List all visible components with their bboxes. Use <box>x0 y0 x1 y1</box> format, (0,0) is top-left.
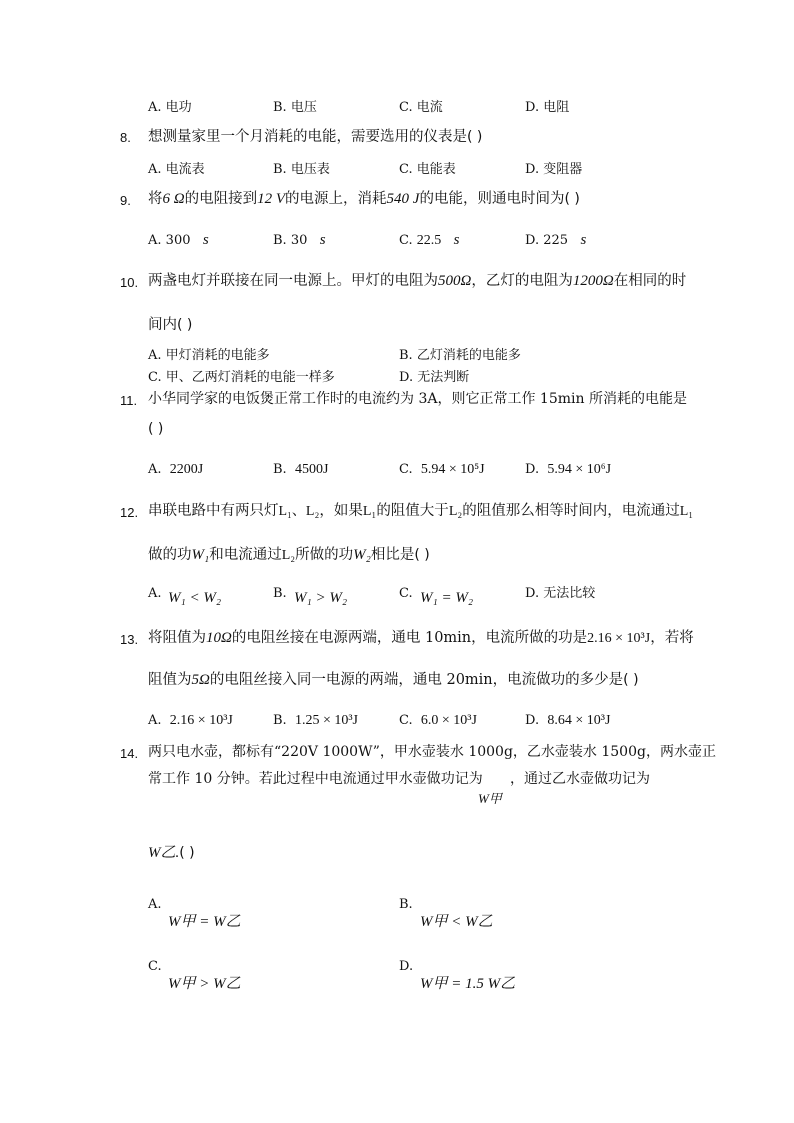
q8-number: 8. <box>120 130 131 145</box>
q13-work-1: 2.16 × 10³J <box>587 631 651 646</box>
q13-option-c-label: C. <box>399 713 413 728</box>
q13-text-1: 将阻值为 <box>148 630 206 646</box>
q10-option-a[interactable]: A. 甲灯消耗的电能多 <box>148 348 270 363</box>
q9-option-c[interactable] <box>399 230 460 251</box>
q11-option-b-value: 4500J <box>294 462 329 477</box>
q12-option-a-label[interactable]: A. <box>148 586 162 601</box>
q12-w1: W₁ <box>191 547 210 563</box>
q10-option-b[interactable]: B. 乙灯消耗的电能多 <box>399 348 521 363</box>
q11-option-b-label: B. <box>273 462 287 477</box>
q13-answer-blank[interactable]: ( ) <box>623 672 639 688</box>
q10-text-1: 两盏电灯并联接在同一电源上。甲灯的电阻为 <box>148 273 438 289</box>
q12-text-7: 所做的功 <box>295 547 354 563</box>
q14-w-yi: W乙. <box>148 845 180 861</box>
q12-lamps: L₁、L₂ <box>278 504 320 519</box>
q11-number: 11. <box>120 393 138 408</box>
q8-option-b[interactable]: B. 电压表 <box>273 162 330 177</box>
q9-option-a-value: 300 <box>165 233 191 248</box>
q12-lamp-1b: L₁ <box>679 504 694 519</box>
q11-option-a-label: A. <box>148 462 162 477</box>
q12-option-c-label[interactable]: C. <box>399 586 413 601</box>
q7-option-a[interactable]: A. 电功 <box>148 100 192 115</box>
q13-resistance-1: 10Ω <box>206 630 232 646</box>
q9-text-2: 的电阻接到 <box>184 191 258 207</box>
q14-text-line2-left: 常工作 10 分钟。若此过程中电流通过甲水壶做功记为 <box>148 771 483 787</box>
q9-option-d[interactable] <box>525 230 586 251</box>
q11-option-c-value: 5.94 × 10⁵J <box>420 462 485 477</box>
q10-text-3: 在相同的时 <box>613 273 687 289</box>
q9-option-b-unit: s <box>319 232 326 248</box>
q9-option-a-label: A. <box>148 233 162 248</box>
q8-option-d[interactable]: D. 变阻器 <box>525 162 583 177</box>
q10-resistance-yi: 1200Ω <box>572 273 614 289</box>
q13-text-5: 的电阻丝接入同一电源的两端，通电 20min，电流做功的多少是 <box>209 672 624 688</box>
q13-text-2: 的电阻丝接在电源两端，通电 10min，电流所做的功是 <box>231 630 588 646</box>
q13-text-3: ，若将 <box>650 630 694 646</box>
q14-option-d-value: W甲 = 1.5 W乙 <box>420 976 516 992</box>
q12-text-4: 的阻值那么相等时间内，电流通过 <box>462 503 680 519</box>
q10-text-line2 <box>148 315 192 335</box>
q14-option-a-value: W甲 = W乙 <box>168 914 241 930</box>
q13-number: 13. <box>120 632 139 647</box>
q9-option-a-unit: s <box>202 232 209 248</box>
q10-text-2: ，乙灯的电阻为 <box>471 273 573 289</box>
q8-answer-blank[interactable]: ( ) <box>467 129 483 145</box>
q8-option-a[interactable]: A. 电流表 <box>148 162 205 177</box>
q12-option-b-value: W₁ > W₂ <box>294 590 348 606</box>
q14-text-line1: 两只电水壶，都标有“220V 1000W”，甲水壶装水 1000g，乙水壶装水 1500g，两水壶正 <box>148 744 716 760</box>
q9-option-d-label: D. <box>525 233 540 248</box>
q9-text-4: 的电能，则通电时间为 <box>419 191 565 207</box>
q13-option-d[interactable] <box>525 711 610 731</box>
q13-option-d-value: 8.64 × 10³J <box>547 713 611 728</box>
q12-lamp-2b: L₂ <box>281 548 296 563</box>
q8-text <box>148 127 482 147</box>
q12-text-8: 相比是 <box>370 547 415 563</box>
q11-option-d[interactable] <box>525 460 611 480</box>
q12-option-d-value: 无法比较 <box>543 586 596 601</box>
q9-option-b[interactable] <box>273 230 326 251</box>
q12-option-c-value: W₁ = W₂ <box>420 590 474 606</box>
q11-text: 小华同学家的电饭煲正常工作时的电流约为 3A，则它正常工作 15min 所消耗的电能是 <box>148 391 687 407</box>
q9-text-3: 的电源上，消耗 <box>285 191 387 207</box>
q10-text-4: 间内 <box>148 317 177 333</box>
q11-option-a[interactable] <box>148 460 203 480</box>
q12-number: 12. <box>120 505 139 520</box>
q13-option-b[interactable] <box>273 711 358 731</box>
q7-option-d[interactable]: D. 电阻 <box>525 100 570 115</box>
q12-w2: W₂ <box>353 547 371 563</box>
q12-text-line2 <box>148 545 430 566</box>
q14-answer-blank[interactable]: ( ) <box>179 845 195 861</box>
q8-option-c[interactable]: C. 电能表 <box>399 162 456 177</box>
q9-energy: 540 J <box>386 191 420 207</box>
q13-option-c-value: 6.0 × 10³J <box>420 713 477 728</box>
q14-option-b-label[interactable]: B. <box>399 897 413 912</box>
q13-text-line1 <box>148 628 694 649</box>
q13-option-b-value: 1.25 × 10³J <box>294 713 358 728</box>
q9-text <box>148 189 580 209</box>
q9-number: 9. <box>120 193 131 208</box>
q13-option-d-label: D. <box>525 713 540 728</box>
q14-option-c-label[interactable]: C. <box>148 959 162 974</box>
q12-text-line1 <box>148 501 693 522</box>
q10-option-c[interactable]: C. 甲、乙两灯消耗的电能一样多 <box>148 370 335 385</box>
q10-option-d[interactable]: D. 无法判断 <box>399 370 470 385</box>
q13-option-b-label: B. <box>273 713 287 728</box>
q10-answer-blank[interactable]: ( ) <box>177 317 193 333</box>
q11-option-b[interactable] <box>273 460 328 480</box>
q14-option-c-value: W甲 > W乙 <box>168 976 241 992</box>
q8-stem: 想测量家里一个月消耗的电能，需要选用的仪表是 <box>148 129 467 145</box>
q14-text-line2-right: ，通过乙水壶做功记为 <box>510 771 650 787</box>
q14-w-jia: W甲 <box>478 791 502 806</box>
q7-option-b[interactable]: B. 电压 <box>273 100 317 115</box>
q14-number: 14. <box>120 746 139 761</box>
q9-answer-blank[interactable]: ( ) <box>564 191 580 207</box>
q9-option-b-label: B. <box>273 233 287 248</box>
q13-text-line2 <box>148 670 639 690</box>
q9-option-c-unit: s <box>453 232 460 248</box>
q12-option-a-value: W₁ < W₂ <box>168 590 222 606</box>
q9-option-b-value: 30 <box>290 233 308 248</box>
q13-text-4: 阻值为 <box>148 672 192 688</box>
q12-text-2: ，如果 <box>319 503 363 519</box>
q13-option-a[interactable] <box>148 711 233 731</box>
q12-lamp-1: L₁ <box>362 504 377 519</box>
q12-option-d[interactable] <box>525 584 595 604</box>
q14-text-line3 <box>148 843 195 863</box>
q10-number: 10. <box>120 275 139 290</box>
q7-option-c[interactable]: C. 电流 <box>399 100 443 115</box>
q14-option-b-value: W甲 < W乙 <box>420 914 493 930</box>
q11-option-d-label: D. <box>525 462 540 477</box>
q9-text-1: 将 <box>148 191 163 207</box>
q11-option-a-value: 2200J <box>169 462 204 477</box>
q11-option-c-label: C. <box>399 462 413 477</box>
q9-option-c-label: C. <box>399 233 413 248</box>
q9-voltage: 12 V <box>257 191 286 207</box>
q13-option-a-label: A. <box>148 713 162 728</box>
q14-option-d-label[interactable]: D. <box>399 959 414 974</box>
q9-option-d-value: 225 <box>543 233 569 248</box>
q11-option-c[interactable] <box>399 460 485 480</box>
q9-resistance: 6 Ω <box>162 191 185 207</box>
q13-option-c[interactable] <box>399 711 477 731</box>
q13-resistance-2: 5Ω <box>191 672 210 688</box>
q12-option-d-label: D. <box>525 586 540 601</box>
q12-lamp-2: L₂ <box>448 504 463 519</box>
q9-option-a[interactable] <box>148 230 209 251</box>
q9-option-c-value: 22.5 <box>416 233 442 248</box>
q14-option-a-label[interactable]: A. <box>148 897 162 912</box>
q12-text-3: 的阻值大于 <box>376 503 449 519</box>
q11-option-d-value: 5.94 × 10⁶J <box>547 462 612 477</box>
q10-resistance-jia: 500Ω <box>438 273 472 289</box>
q12-text-1: 串联电路中有两只灯 <box>148 503 279 519</box>
q12-text-5: 做的功 <box>148 547 192 563</box>
q10-text-line1 <box>148 271 686 291</box>
q12-option-b-label[interactable]: B. <box>273 586 287 601</box>
q11-answer-blank[interactable]: ( ) <box>148 421 164 437</box>
q12-text-6: 和电流通过 <box>209 547 282 563</box>
q13-option-a-value: 2.16 × 10³J <box>169 713 233 728</box>
q12-answer-blank[interactable]: ( ) <box>414 547 430 563</box>
q9-option-d-unit: s <box>580 232 587 248</box>
